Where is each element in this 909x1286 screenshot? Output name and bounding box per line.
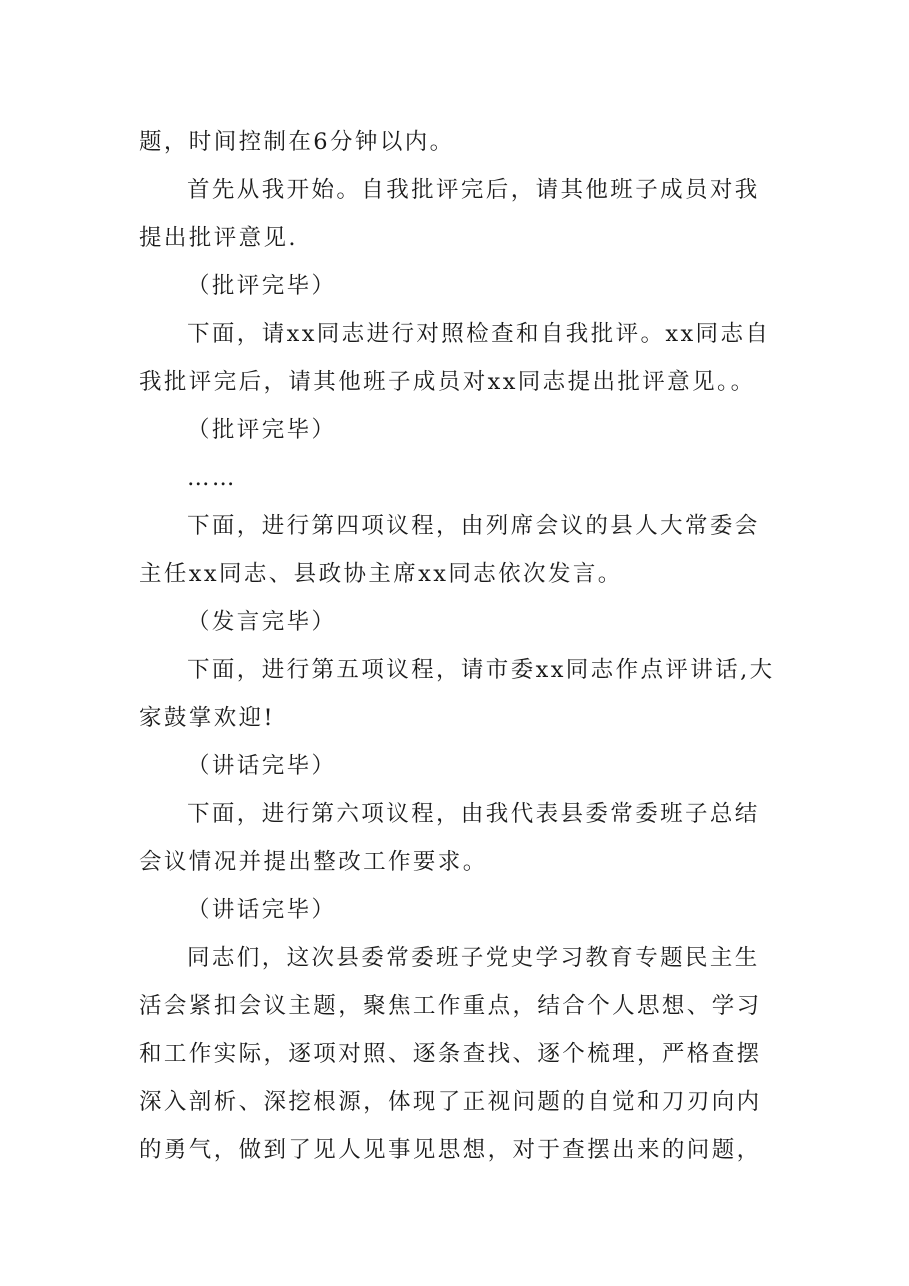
- paragraph-line-21: 深入剖析、深挖根源，体现了正视问题的自觉和刀刃向内: [139, 1089, 762, 1115]
- paragraph-line-19: 活会紧扣会议主题，聚焦工作重点，结合个人思想、学习: [139, 993, 762, 1019]
- paragraph-line-9: 下面，进行第四项议程，由列席会议的县人大常委会: [187, 513, 760, 539]
- paragraph-line-18: 同志们，这次县委常委班子党史学习教育专题民主生: [187, 945, 760, 971]
- stage-note-criticism-done-2: （批评完毕）: [187, 417, 337, 443]
- stage-note-talk-done-2: （讲话完毕）: [187, 897, 337, 923]
- paragraph-line-1: 题，时间控制在6分钟以内。: [139, 129, 455, 155]
- paragraph-line-20: 和工作实际，逐项对照、逐条查找、逐个梳理，严格查摆: [139, 1041, 762, 1067]
- paragraph-line-22: 的勇气，做到了见人见事见思想，对于查摆出来的问题，: [139, 1137, 762, 1163]
- paragraph-line-3: 提出批评意见.: [139, 225, 298, 251]
- paragraph-line-2: 首先从我开始。自我批评完后，请其他班子成员对我: [187, 177, 760, 203]
- paragraph-line-12: 下面，进行第五项议程，请市委xx同志作点评讲话,大: [187, 657, 775, 683]
- paragraph-line-15: 下面，进行第六项议程，由我代表县委常委班子总结: [187, 801, 760, 827]
- paragraph-line-16: 会议情况并提出整改工作要求。: [139, 849, 488, 875]
- paragraph-line-13: 家鼓掌欢迎!: [139, 705, 275, 731]
- stage-note-talk-done: （讲话完毕）: [187, 753, 337, 779]
- stage-note-speech-done: （发言完毕）: [187, 609, 337, 635]
- paragraph-line-6: 我批评完后，请其他班子成员对xx同志提出批评意见。。: [139, 369, 756, 395]
- paragraph-line-10: 主任xx同志、县政协主席xx同志依次发言。: [139, 561, 623, 587]
- paragraph-line-5: 下面，请xx同志进行对照检查和自我批评。xx同志自: [187, 321, 771, 347]
- stage-note-criticism-done: （批评完毕）: [187, 273, 337, 299]
- document-body: [139, 118, 779, 1174]
- ellipsis-line: ……: [187, 465, 237, 491]
